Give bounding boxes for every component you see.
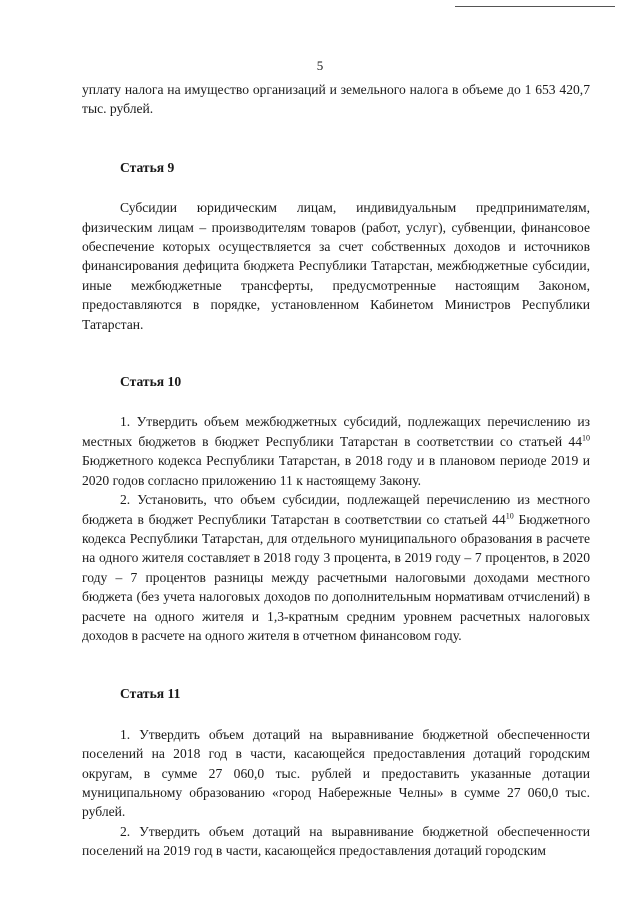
document-body — [82, 80, 590, 861]
page-number: 5 — [316, 58, 324, 73]
top-rule — [455, 6, 615, 7]
article-9-heading: Статья 9 — [120, 159, 175, 175]
paragraph-intro: уплату налога на имущество организаций и земельного налога в объеме до 1 653 420,7 тыс. рублей. — [82, 82, 590, 117]
article-11-heading: Статья 11 — [120, 686, 181, 702]
article-10-paragraph-2: 2. Установить, что объем субсидии, подлежащей перечислению из местного бюджета в бюджет Республики Татарстан в соответствии со статьей $44^{10}$ Бюджетного кодекса Республики Татарстан, для отдельного муниципального образования в расчете на одного жителя составляет в 2018 году 3 процента, в 2019 году – 7 процентов, в 2020 году – 7 процентов разницы между расчетными налоговыми доходами местного бюджета (без учета налоговых доходов по дополнительным нормативам отчислений) в расчете на одного жителя и 1,3-кратным средним уровнем расчетных налоговых доходов в расчете на одного жителя в отчетном финансовом году. — [82, 492, 590, 643]
superscript: 10 — [582, 433, 590, 443]
article-10-heading: Статья 10 — [120, 374, 182, 390]
article-11-paragraph-2: 2. Утвердить объем дотаций на выравнивание бюджетной обеспеченности поселений на 2019 год в части, касающейся предоставления дотаций городским — [82, 823, 590, 859]
superscript: 10 — [505, 510, 514, 520]
article-11-paragraph-1: 1. Утвердить объем дотаций на выравнивание бюджетной обеспеченности поселений на 2018 год в части, касающейся предоставления дотаций городским округам, в сумме 27 060,0 тыс. рублей и предоставить указанные дотации муниципальному образованию «город Набережные Челны» в сумме 27 060,0 тыс. рублей. — [82, 726, 590, 820]
article-10-paragraph-1: 1. Утвердить объем межбюджетных субсидий, подлежащих перечислению из местных бюджетов в бюджет Республики Татарстан в соответствии со статьей $44^{10}$ Бюджетного кодекса Республики Татарстан, в 2018 году и в плановом периоде 2019 и 2020 годов согласно приложению 11 к настоящему Закону. — [82, 414, 590, 488]
article-9-paragraph: Субсидии юридическим лицам, индивидуальным предпринимателям, физическим лицам – производителям товаров (работ, услуг), субвенции, финансовое обеспечение которых осуществляется за счет собственных доходов и источников финансирования дефицита бюджета Республики Татарстан, межбюджетные субсидии, иные межбюджетные трансферты, предусмотренные настоящим Законом, предоставляются в порядке, установленном Кабинетом Министров Республики Татарстан. — [82, 200, 590, 332]
